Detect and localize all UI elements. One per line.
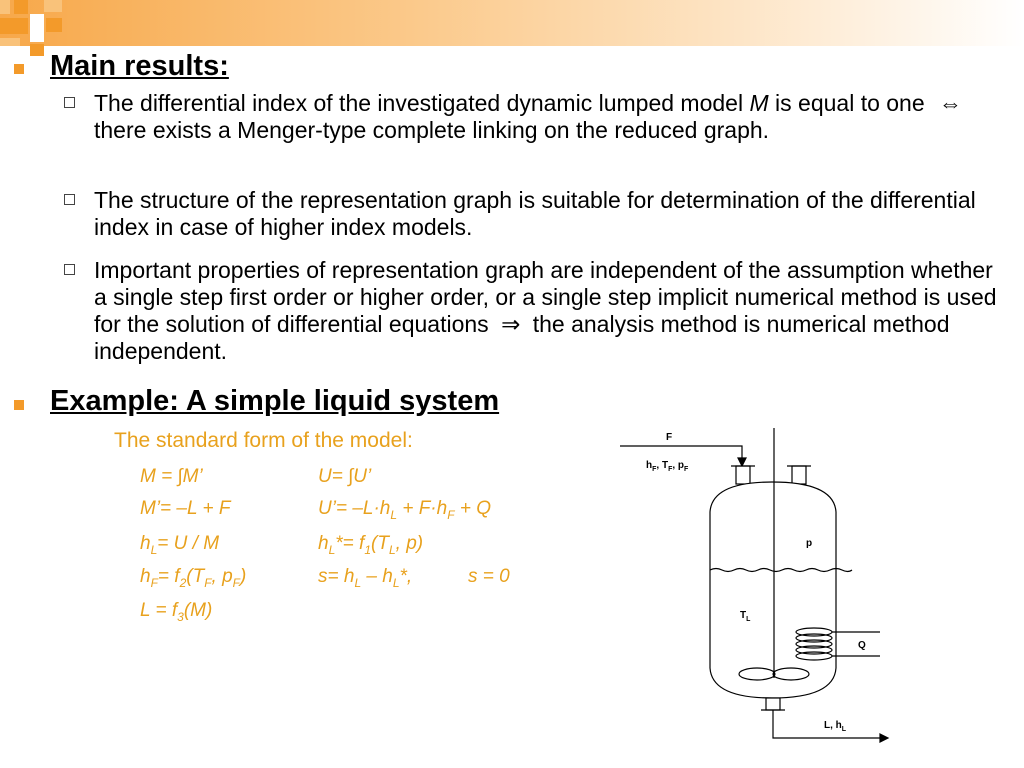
example-heading: Example: A simple liquid system: [50, 385, 500, 417]
equation-row-4-right: $s= h_L - h_L*$,: [318, 566, 413, 590]
outlet-arrow: [880, 734, 888, 742]
deco-square: [0, 18, 28, 34]
list-item: [64, 90, 1004, 144]
equation-row-4-constraint: s = 0: [468, 566, 510, 587]
equivalence-symbol: ⇔: [939, 90, 963, 116]
deco-square: [30, 44, 44, 56]
main-results-heading: Main results:: [50, 50, 229, 82]
tank-diagram: [600, 420, 900, 750]
deco-square: [0, 0, 10, 14]
equation-row-3-left: $h_L= U / M$: [140, 533, 220, 557]
deco-square: [46, 18, 62, 32]
pressure-label: p: [806, 538, 813, 549]
bullet-square: [14, 400, 24, 410]
item-text: The differential index of the investigated dynamic lumped model: [94, 90, 750, 116]
inlet-conditions-label: $h_F$, $T_F$, $p_F$: [646, 460, 689, 473]
deco-square: [30, 14, 44, 42]
list-item: [64, 187, 1004, 241]
inlet-arrow: [738, 458, 746, 466]
deco-square: [14, 0, 28, 14]
equation-row-5: $L = f_3(M)$: [140, 600, 213, 624]
outlet-label: L, $h_L$: [824, 720, 847, 733]
equation-row-1-right: U= ∫U’: [318, 466, 372, 487]
checkbox-bullet-icon: [64, 194, 75, 205]
bullet-square: [14, 64, 24, 74]
deco-square: [44, 0, 62, 12]
heat-duty-label: Q: [858, 640, 866, 651]
list-item: [64, 257, 1004, 365]
equation-row-1-left: M = ∫M’: [140, 466, 203, 487]
item-text: the analysis method is numerical method independent.: [94, 311, 950, 364]
item-text: is equal to one: [768, 90, 932, 116]
feed-label: F: [666, 432, 673, 443]
item-text: Important properties of representation graph are independent of the assumption whether a single step first order or higher order, or a single step implicit numerical method is used for the solution of differential equations: [94, 257, 997, 337]
item-text-italic: M: [749, 90, 769, 116]
equation-row-2-left: M’= –L + F: [140, 498, 231, 519]
item-text: The structure of the representation graph is suitable for determination of the differential index in case of higher index models.: [94, 187, 976, 240]
vent-nozzle: [792, 466, 806, 484]
checkbox-bullet-icon: [64, 97, 75, 108]
inlet-nozzle: [736, 466, 750, 484]
item-text: there exists a Menger-type complete linking on the reduced graph.: [94, 117, 770, 143]
equation-row-2-right: U’= $-L\cdot h_L + F\cdot h_F + Q$: [318, 498, 491, 522]
deco-square: [0, 38, 20, 46]
temperature-label: $T_L$: [740, 610, 751, 623]
outlet-nozzle: [766, 698, 780, 710]
equation-row-4-left: $h_F= f_2(T_F$, $p_F$): [140, 566, 247, 590]
checkbox-bullet-icon: [64, 264, 75, 275]
tank-vessel: [710, 482, 836, 698]
header-band: [0, 0, 1024, 46]
equation-row-3-right: $h_L*= f_1(T_L$, p): [318, 533, 424, 557]
implies-symbol: ⇒: [501, 311, 521, 337]
standard-form-label: The standard form of the model:: [114, 429, 413, 452]
